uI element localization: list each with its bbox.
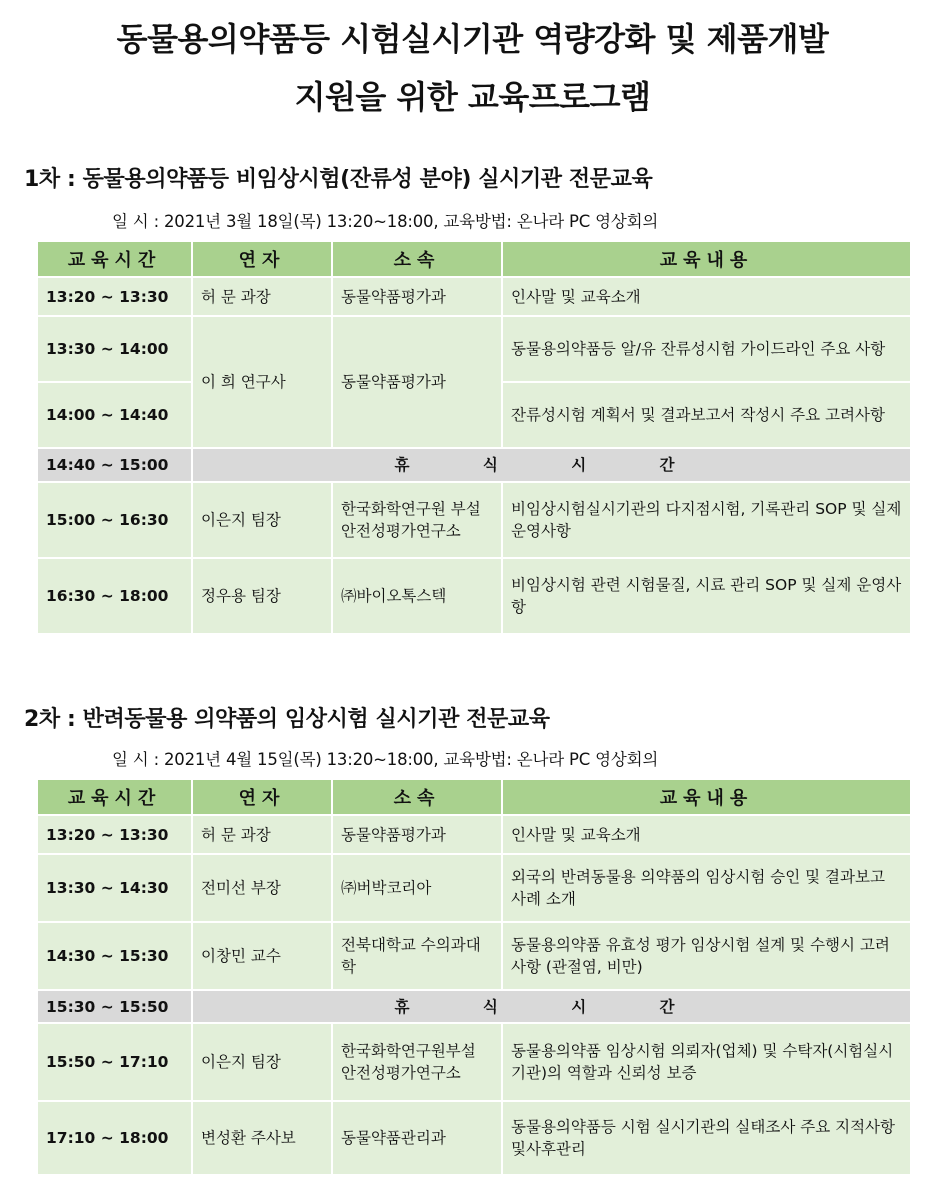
speaker-cell: 이은지 팀장 <box>192 482 332 558</box>
time-cell: 15:30 ~ 15:50 <box>37 990 192 1023</box>
speaker-cell: 이 희 연구사 <box>192 316 332 448</box>
table-row <box>37 1023 911 1101</box>
time-cell: 13:20 ~ 13:30 <box>37 277 192 316</box>
org-cell: ㈜버박코리아 <box>332 854 502 922</box>
content-cell: 동물용의약품등 시험 실시기관의 실태조사 주요 지적사항 및사후관리 <box>502 1101 911 1175</box>
header-time: 교육시간 <box>37 241 192 277</box>
header-time: 교육시간 <box>37 779 192 815</box>
org-cell: 동물약품평가과 <box>332 277 502 316</box>
session1-table <box>36 240 912 635</box>
speaker-cell: 이창민 교수 <box>192 922 332 990</box>
content-cell: 동물용의약품 임상시험 의뢰자(업체) 및 수탁자(시험실시기관)의 역할과 신뢰성 보증 <box>502 1023 911 1101</box>
speaker-cell: 이은지 팀장 <box>192 1023 332 1101</box>
content-cell: 인사말 및 교육소개 <box>502 277 911 316</box>
header-content: 교육내용 <box>502 241 911 277</box>
content-cell: 인사말 및 교육소개 <box>502 815 911 854</box>
break-row <box>37 990 911 1023</box>
header-org: 소속 <box>332 779 502 815</box>
time-cell: 14:40 ~ 15:00 <box>37 448 192 482</box>
session2-table <box>36 778 912 1176</box>
speaker-cell: 허 문 과장 <box>192 815 332 854</box>
header-speaker: 연자 <box>192 779 332 815</box>
content-cell: 잔류성시험 계획서 및 결과보고서 작성시 주요 고려사항 <box>502 382 911 448</box>
table-row <box>37 922 911 990</box>
speaker-cell: 변성환 주사보 <box>192 1101 332 1175</box>
time-cell: 16:30 ~ 18:00 <box>37 558 192 634</box>
table-row <box>37 482 911 558</box>
org-cell: 동물약품평가과 <box>332 815 502 854</box>
table-row <box>37 815 911 854</box>
content-cell: 동물용의약품 유효성 평가 임상시험 설계 및 수행시 고려사항 (관절염, 비만) <box>502 922 911 990</box>
speaker-cell: 허 문 과장 <box>192 277 332 316</box>
session2-heading: 2차 : 반려동물용 의약품의 임상시험 실시기관 전문교육 <box>24 707 550 732</box>
session1-heading: 1차 : 동물용의약품등 비임상시험(잔류성 분야) 실시기관 전문교육 <box>24 167 653 192</box>
time-cell: 15:00 ~ 16:30 <box>37 482 192 558</box>
time-cell: 15:50 ~ 17:10 <box>37 1023 192 1101</box>
time-cell: 13:20 ~ 13:30 <box>37 815 192 854</box>
org-cell: 전북대학교 수의과대학 <box>332 922 502 990</box>
table-row <box>37 1101 911 1175</box>
org-cell: 한국화학연구원부설 안전성평가연구소 <box>332 1023 502 1101</box>
time-cell: 13:30 ~ 14:30 <box>37 854 192 922</box>
header-speaker: 연자 <box>192 241 332 277</box>
content-cell: 비임상시험 관련 시험물질, 시료 관리 SOP 및 실제 운영사항 <box>502 558 911 634</box>
table-row <box>37 854 911 922</box>
org-cell: 한국화학연구원 부설 안전성평가연구소 <box>332 482 502 558</box>
header-org: 소속 <box>332 241 502 277</box>
content-cell: 비임상시험실시기관의 다지점시험, 기록관리 SOP 및 실제 운영사항 <box>502 482 911 558</box>
session1-info: 일 시 : 2021년 3월 18일(목) 13:20~18:00, 교육방법: 온나라 PC 영상회의 <box>112 212 659 231</box>
speaker-cell: 정우용 팀장 <box>192 558 332 634</box>
speaker-cell: 전미선 부장 <box>192 854 332 922</box>
org-cell: 동물약품관리과 <box>332 1101 502 1175</box>
break-row <box>37 448 911 482</box>
table-row <box>37 316 911 382</box>
content-cell: 동물용의약품등 알/유 잔류성시험 가이드라인 주요 사항 <box>502 316 911 382</box>
org-cell: ㈜바이오톡스텍 <box>332 558 502 634</box>
table-header-row <box>37 241 911 277</box>
table-row <box>37 277 911 316</box>
time-cell: 13:30 ~ 14:00 <box>37 316 192 382</box>
table-row <box>37 558 911 634</box>
org-cell: 동물약품평가과 <box>332 316 502 448</box>
break-label: 휴 식 시 간 <box>192 448 911 482</box>
content-cell: 외국의 반려동물용 의약품의 임상시험 승인 및 결과보고 사례 소개 <box>502 854 911 922</box>
time-cell: 14:30 ~ 15:30 <box>37 922 192 990</box>
break-label: 휴 식 시 간 <box>192 990 911 1023</box>
session2-info: 일 시 : 2021년 4월 15일(목) 13:20~18:00, 교육방법: 온나라 PC 영상회의 <box>112 750 659 769</box>
document-title-line1: 동물용의약품등 시험실시기관 역량강화 및 제품개발 <box>116 20 829 58</box>
time-cell: 17:10 ~ 18:00 <box>37 1101 192 1175</box>
time-cell: 14:00 ~ 14:40 <box>37 382 192 448</box>
table-header-row <box>37 779 911 815</box>
header-content: 교육내용 <box>502 779 911 815</box>
document-title-line2: 지원을 위한 교육프로그램 <box>294 78 651 116</box>
